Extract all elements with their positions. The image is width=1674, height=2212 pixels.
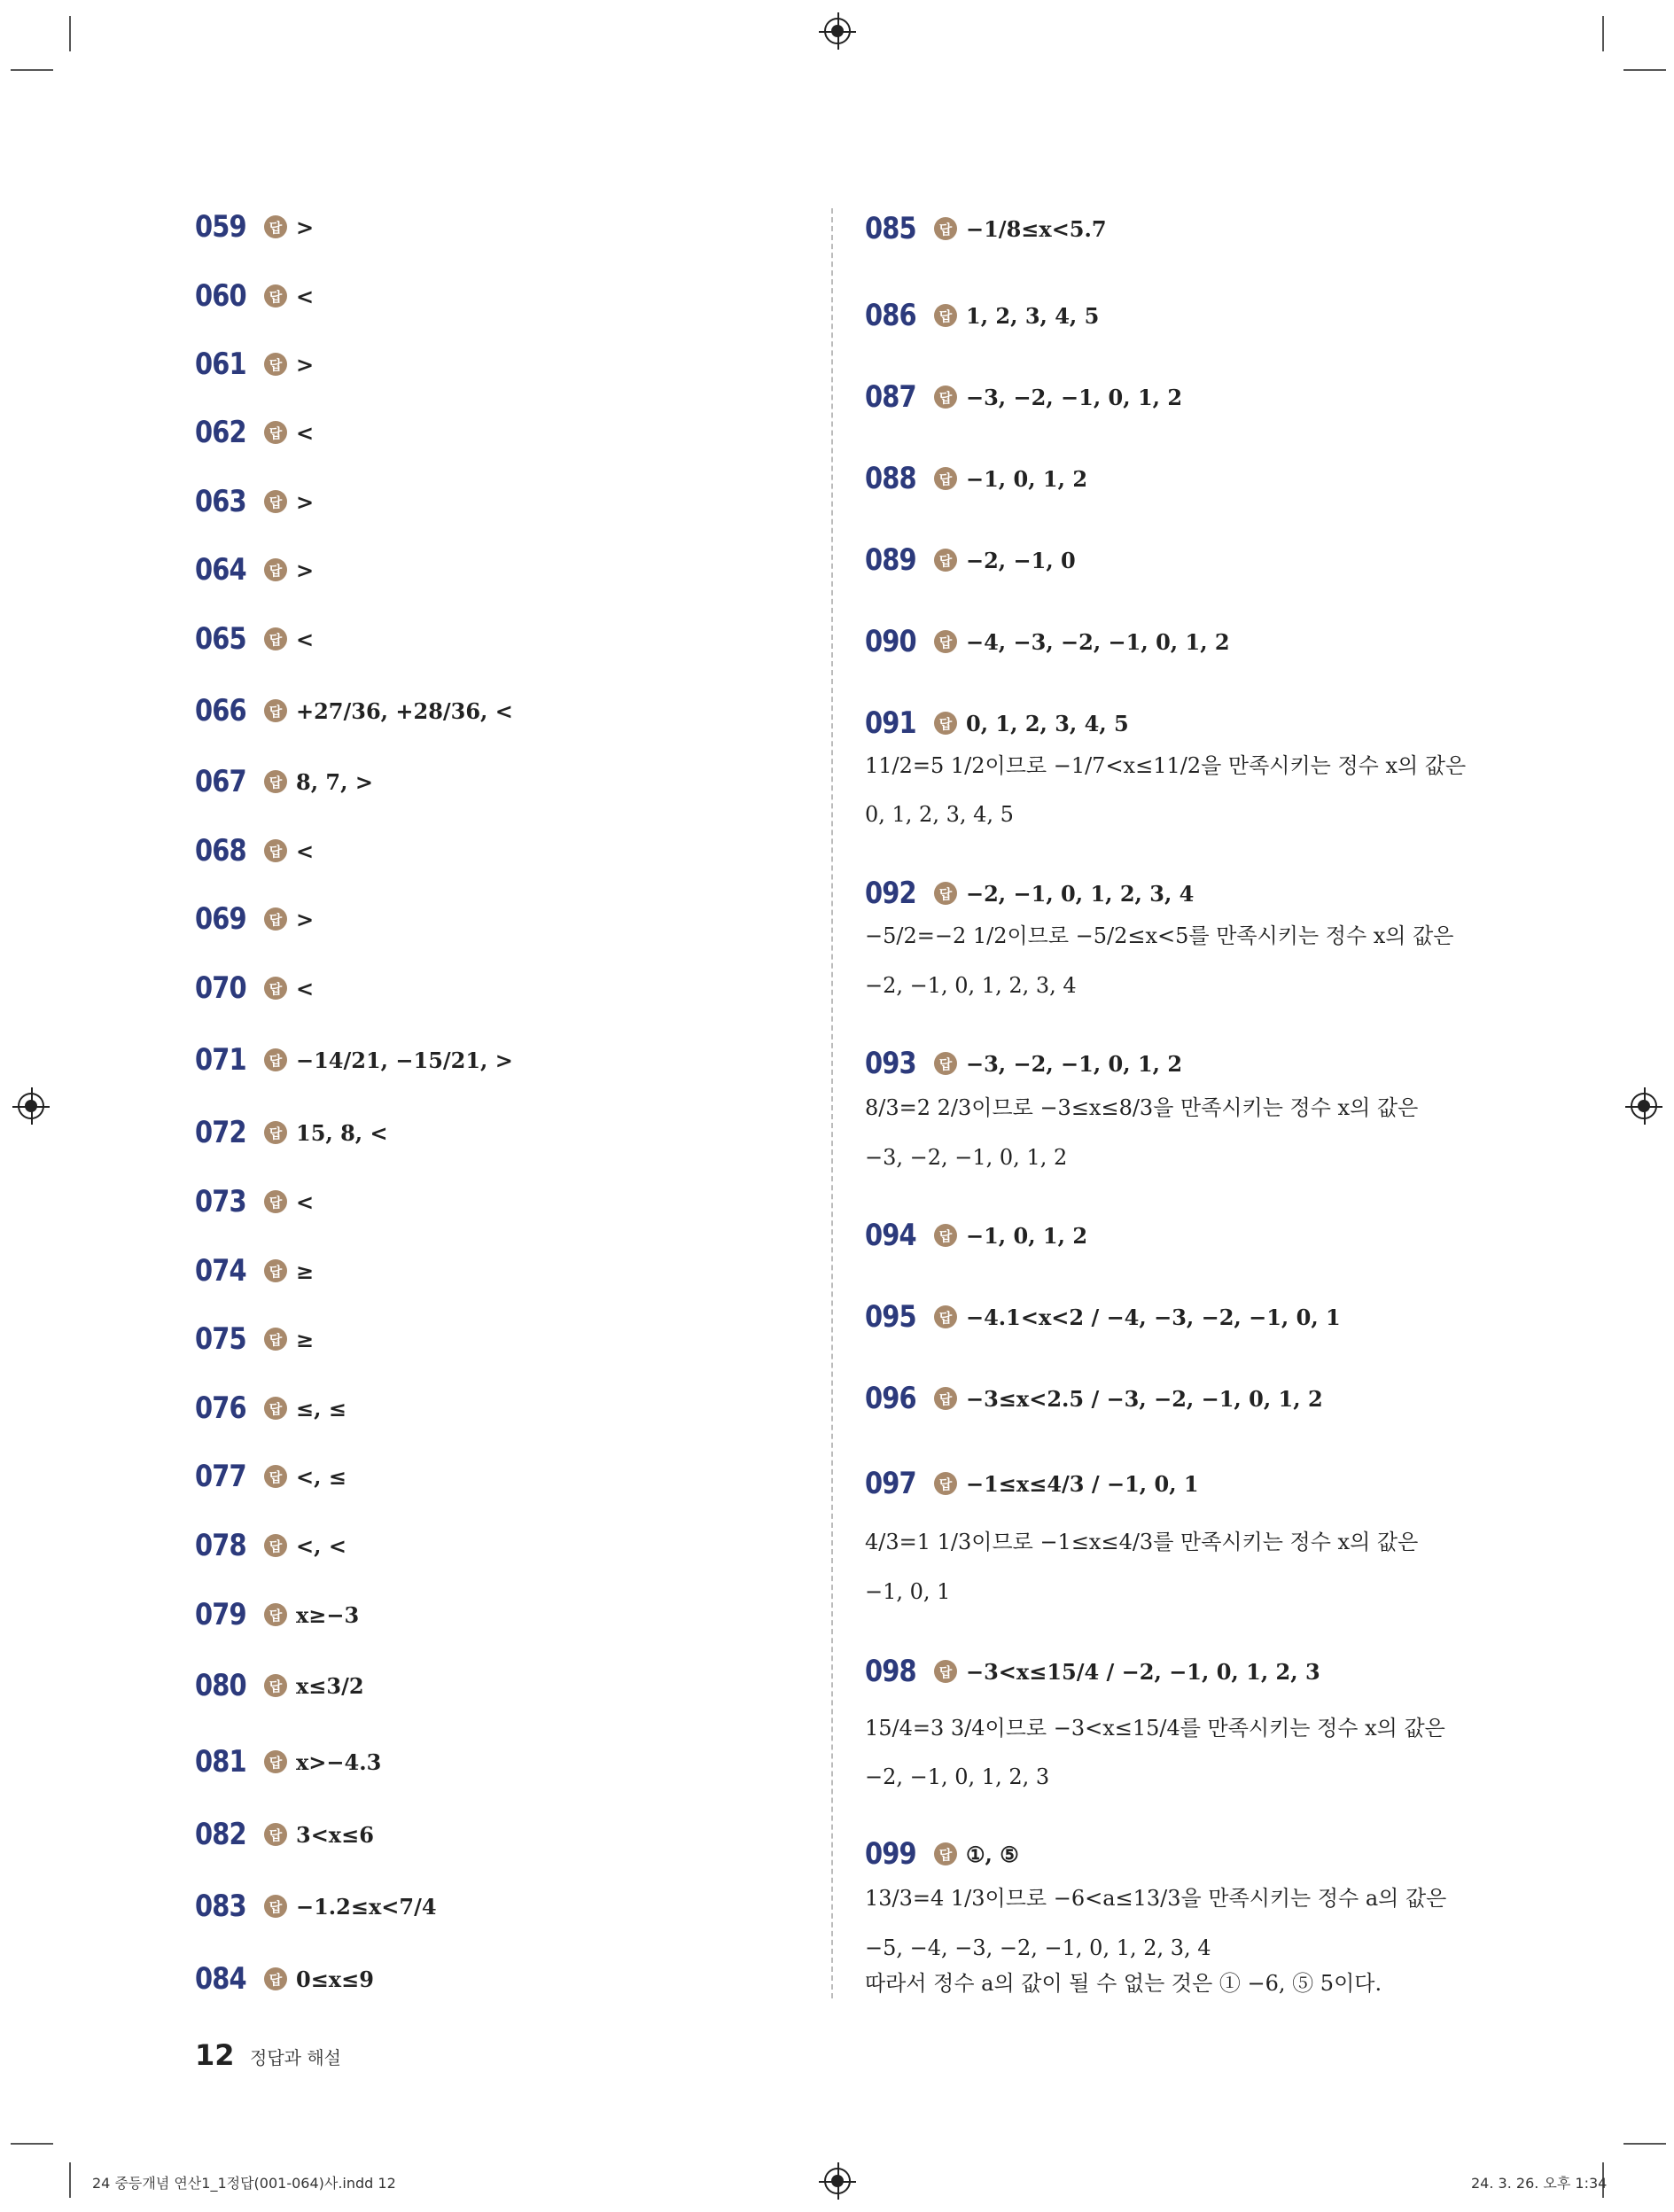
answer: > [296,351,315,378]
answer: −1.2≤x<7/4 [296,1893,437,1920]
problem-number: 092 [865,876,916,911]
explanation-line: −2, −1, 0, 1, 2, 3, 4 [865,973,1077,998]
crop-mark [1623,2143,1666,2145]
answer-item [195,1390,346,1426]
registration-mark-icon [1631,1093,1657,1119]
answer-item [865,1654,1320,1689]
section-title: 정답과 해설 [250,2047,341,2068]
answer: < [296,1188,315,1215]
answer-badge-icon: 답 [934,1660,957,1683]
explanation-line: −2, −1, 0, 1, 2, 3 [865,1764,1050,1789]
answer-item [865,1466,1199,1501]
answer: < [296,975,315,1001]
answer-item [865,705,1129,741]
answer-badge-icon: 답 [264,1328,287,1351]
answer-badge-icon: 답 [934,217,957,240]
explanation-line: 4/3=1 1/3이므로 −1≤x≤4/3를 만족시키는 정수 x의 값은 [865,1530,1419,1554]
answer: −14/21, −15/21, > [296,1047,513,1073]
answer-item [195,552,314,588]
registration-mark-icon [18,1093,44,1119]
answer-badge-icon: 답 [264,1465,287,1488]
problem-number: 094 [865,1218,916,1253]
answer-badge-icon: 답 [264,1895,287,1918]
problem-number: 093 [865,1046,916,1081]
answer: <, < [296,1532,346,1559]
problem-number: 090 [865,624,916,659]
problem-number: 079 [195,1597,246,1632]
answer-badge-icon: 답 [264,1259,287,1282]
answer-badge-icon: 답 [264,490,287,513]
crop-mark [69,2162,71,2198]
answer-item [195,209,314,245]
problem-number: 097 [865,1466,916,1501]
answer: 15, 8, < [296,1119,388,1146]
answer-item [865,298,1099,333]
date-slug: 24. 3. 26. 오후 1:34 [1471,2175,1608,2192]
crop-mark [11,69,53,71]
problem-number: 078 [195,1528,246,1563]
answer-badge-icon: 답 [934,549,957,572]
answer-item [865,1218,1087,1253]
answer-item [195,278,314,314]
answer: x>−4.3 [296,1749,382,1775]
answer-badge-icon: 답 [264,907,287,931]
answer: 8, 7, > [296,768,373,795]
explanation-line: −3, −2, −1, 0, 1, 2 [865,1145,1068,1170]
problem-number: 082 [195,1817,246,1852]
answer: ≤, ≤ [296,1395,346,1421]
answer: <, ≤ [296,1463,346,1490]
answer-item [195,1744,381,1780]
problem-number: 063 [195,484,246,519]
answer-item [865,876,1194,911]
answer-item [195,347,314,382]
answer-item [195,415,314,450]
answer-badge-icon: 답 [264,558,287,581]
problem-number: 064 [195,552,246,588]
answer: −4.1<x<2 / −4, −3, −2, −1, 0, 1 [966,1304,1341,1330]
answer-item [195,970,314,1006]
crop-mark [1623,69,1666,71]
answer-badge-icon: 답 [264,1674,287,1697]
problem-number: 095 [865,1299,916,1335]
problem-number: 060 [195,278,246,314]
answer-badge-icon: 답 [264,1750,287,1773]
answer-badge-icon: 답 [264,977,287,1000]
problem-number: 089 [865,542,916,578]
answer-badge-icon: 답 [264,1603,287,1626]
answer: < [296,837,315,864]
problem-number: 071 [195,1042,246,1078]
answer-item [195,621,314,657]
answer: < [296,626,315,652]
answer: ①, ⑤ [966,1841,1019,1867]
answer-item [195,1528,346,1563]
answer: −3≤x<2.5 / −3, −2, −1, 0, 1, 2 [966,1385,1323,1412]
answer-badge-icon: 답 [264,699,287,722]
problem-number: 070 [195,970,246,1006]
problem-number: 086 [865,298,916,333]
answer: > [296,214,315,240]
answer-item [195,901,314,937]
answer: > [296,906,315,932]
answer-badge-icon: 답 [934,1842,957,1865]
registration-mark-icon [824,18,851,44]
answer-item [865,379,1182,415]
problem-number: 065 [195,621,246,657]
problem-number: 069 [195,901,246,937]
explanation-line: 0, 1, 2, 3, 4, 5 [865,802,1014,827]
crop-mark [11,2143,53,2145]
answer: −1, 0, 1, 2 [966,465,1088,492]
column-divider [831,208,833,1998]
crop-mark [1602,16,1604,51]
answer: −1/8≤x<5.7 [966,215,1107,242]
answer-item [195,1817,374,1852]
answer: > [296,488,315,515]
answer-item [195,1321,314,1357]
answer: x≤3/2 [296,1672,364,1699]
answer-badge-icon: 답 [934,386,957,409]
answer-item [865,1836,1019,1872]
problem-number: 068 [195,833,246,868]
answer-badge-icon: 답 [264,1048,287,1071]
problem-number: 088 [865,461,916,496]
answer: < [296,419,315,446]
answer-badge-icon: 답 [264,1397,287,1420]
answer: −3<x≤15/4 / −2, −1, 0, 1, 2, 3 [966,1658,1320,1685]
problem-number: 072 [195,1115,246,1150]
problem-number: 076 [195,1390,246,1426]
answer-badge-icon: 답 [264,421,287,444]
answer-badge-icon: 답 [264,284,287,308]
answer: 3<x≤6 [296,1821,374,1848]
answer-badge-icon: 답 [264,770,287,793]
explanation-line: 13/3=4 1/3이므로 −6<a≤13/3을 만족시키는 정수 a의 값은 [865,1886,1447,1911]
explanation-line: 따라서 정수 a의 값이 될 수 없는 것은 ① −6, ⑤ 5이다. [865,1971,1382,1996]
answer: < [296,283,315,309]
answer-badge-icon: 답 [264,1534,287,1557]
answer: > [296,557,315,583]
answer-item [195,484,314,519]
answer: −3, −2, −1, 0, 1, 2 [966,1050,1183,1077]
answer: 0, 1, 2, 3, 4, 5 [966,710,1129,736]
problem-number: 084 [195,1961,246,1997]
problem-number: 059 [195,209,246,245]
problem-number: 074 [195,1253,246,1289]
explanation-line: −5, −4, −3, −2, −1, 0, 1, 2, 3, 4 [865,1936,1211,1960]
answer: x≥−3 [296,1601,360,1628]
problem-number: 067 [195,764,246,799]
answer-item [865,1299,1341,1335]
problem-number: 077 [195,1459,246,1494]
answer-badge-icon: 답 [934,630,957,653]
answer: ≥ [296,1258,315,1284]
answer-item [865,624,1230,659]
answer: −2, −1, 0 [966,547,1076,573]
answer-item [195,764,373,799]
answer-item [195,833,314,868]
answer-badge-icon: 답 [934,1224,957,1247]
answer-item [195,1184,314,1219]
answer-badge-icon: 답 [264,1190,287,1213]
answer-badge-icon: 답 [264,1823,287,1846]
answer-item [865,1381,1323,1416]
answer-badge-icon: 답 [934,882,957,905]
answer-item [195,1042,513,1078]
answer-item [195,693,513,728]
answer-badge-icon: 답 [264,1121,287,1144]
file-slug: 24 중등개념 연산1_1정답(001-064)사.indd 12 [92,2175,396,2192]
crop-mark [69,16,71,51]
problem-number: 085 [865,211,916,246]
problem-number: 081 [195,1744,246,1780]
problem-number: 083 [195,1889,246,1924]
problem-number: 066 [195,693,246,728]
answer-badge-icon: 답 [934,1052,957,1075]
answer-badge-icon: 답 [934,1472,957,1495]
answer: ≥ [296,1326,315,1352]
problem-number: 098 [865,1654,916,1689]
problem-number: 091 [865,705,916,741]
explanation-line: −1, 0, 1 [865,1579,951,1604]
explanation-line: 8/3=2 2/3이므로 −3≤x≤8/3을 만족시키는 정수 x의 값은 [865,1095,1419,1120]
problem-number: 062 [195,415,246,450]
problem-number: 087 [865,379,916,415]
answer-badge-icon: 답 [264,627,287,650]
problem-number: 080 [195,1668,246,1703]
answer-badge-icon: 답 [264,353,287,376]
answer: −2, −1, 0, 1, 2, 3, 4 [966,880,1195,907]
problem-number: 099 [865,1836,916,1872]
answer-item [195,1668,364,1703]
answer-badge-icon: 답 [934,1305,957,1328]
answer-item [195,1889,437,1924]
answer-item [865,542,1076,578]
answer-item [195,1597,359,1632]
answer: −1≤x≤4/3 / −1, 0, 1 [966,1470,1199,1497]
answer-item [865,461,1087,496]
answer: 1, 2, 3, 4, 5 [966,302,1100,329]
answer: −4, −3, −2, −1, 0, 1, 2 [966,628,1230,655]
explanation-line: 15/4=3 3/4이므로 −3<x≤15/4를 만족시키는 정수 x의 값은 [865,1716,1445,1741]
problem-number: 075 [195,1321,246,1357]
explanation-line: −5/2=−2 1/2이므로 −5/2≤x<5를 만족시키는 정수 x의 값은 [865,923,1454,948]
answer-item [865,1046,1182,1081]
problem-number: 073 [195,1184,246,1219]
answer-item [195,1115,388,1150]
answer-item [195,1961,374,1997]
answer: −1, 0, 1, 2 [966,1222,1088,1249]
answer: +27/36, +28/36, < [296,697,513,724]
problem-number: 061 [195,347,246,382]
answer-badge-icon: 답 [264,1967,287,1990]
page-number: 12 [195,2038,235,2072]
answer-badge-icon: 답 [934,304,957,327]
registration-mark-icon [824,2168,851,2194]
answer-item [195,1459,346,1494]
answer-badge-icon: 답 [934,467,957,490]
answer: 0≤x≤9 [296,1966,374,1992]
explanation-line: 11/2=5 1/2이므로 −1/7<x≤11/2을 만족시키는 정수 x의 값은 [865,753,1467,778]
problem-number: 096 [865,1381,916,1416]
answer-item [865,211,1107,246]
answer-badge-icon: 답 [264,839,287,862]
answer: −3, −2, −1, 0, 1, 2 [966,384,1183,410]
answer-badge-icon: 답 [934,712,957,735]
answer-badge-icon: 답 [934,1387,957,1410]
answer-item [195,1253,314,1289]
answer-badge-icon: 답 [264,215,287,238]
